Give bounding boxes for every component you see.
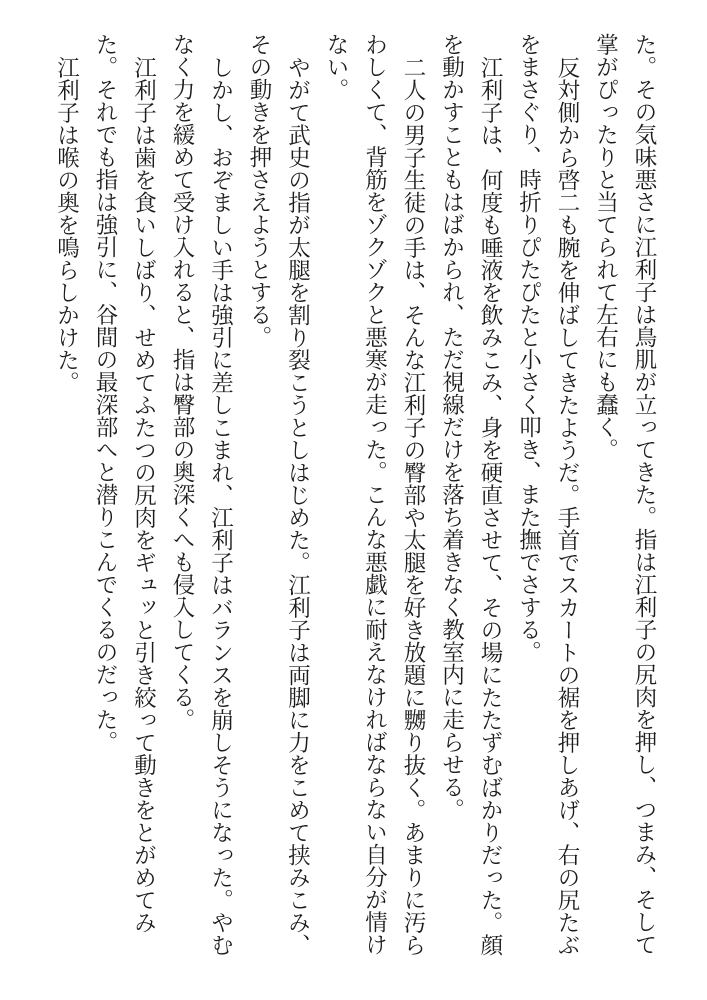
paragraph: 江利子は、何度も唾液を飲みこみ、身を硬直させて、その場にたたずむばかりだった。顔を動かすこともはばかられ、ただ視線だけを落ち着きなく教室内に走らせる。 — [438, 33, 503, 956]
paragraph: 江利子は歯を食いしばり、せめてふたつの尻肉をギュッと引き絞って動きをとがめてみた。それでも指は強引に、谷間の最深部へと潜りこんでくるのだった。 — [92, 33, 157, 933]
paragraph: 二人の男子生徒の手は、そんな江利子の臀部や太腿を好き放題に嬲り抜く。あまりに汚らわしくて、背筋をゾクゾクと悪寒が走った。こんな悪戯に耐えなければならない自分が情けない。 — [323, 33, 426, 956]
paragraph: やがて武史の指が太腿を割り裂こうとしはじめた。江利子は両脚に力をこめて挟みこみ、その動きを押さえようとする。 — [246, 33, 311, 956]
paragraph: 反対側から啓二も腕を伸ばしてきたようだ。手首でスカートの裾を押しあげ、右の尻たぶをまさぐり、時折りぴたぴたと小さく叩き、また撫でさする。 — [515, 33, 580, 956]
paragraph: しかし、おぞましい手は強引に差しこまれ、江利子はバランスを崩しそうになった。やむなく力を緩めて受け入れると、指は臀部の奥深くへも侵入してくる。 — [169, 33, 234, 956]
paragraph: た。その気味悪さに江利子は鳥肌が立ってきた。指は江利子の尻肉を押し、つまみ、そして掌がぴったりと当てられて左右にも蠢く。 — [592, 33, 657, 956]
paragraph: 江利子は喉の奥を鳴らしかけた。 — [53, 55, 80, 393]
